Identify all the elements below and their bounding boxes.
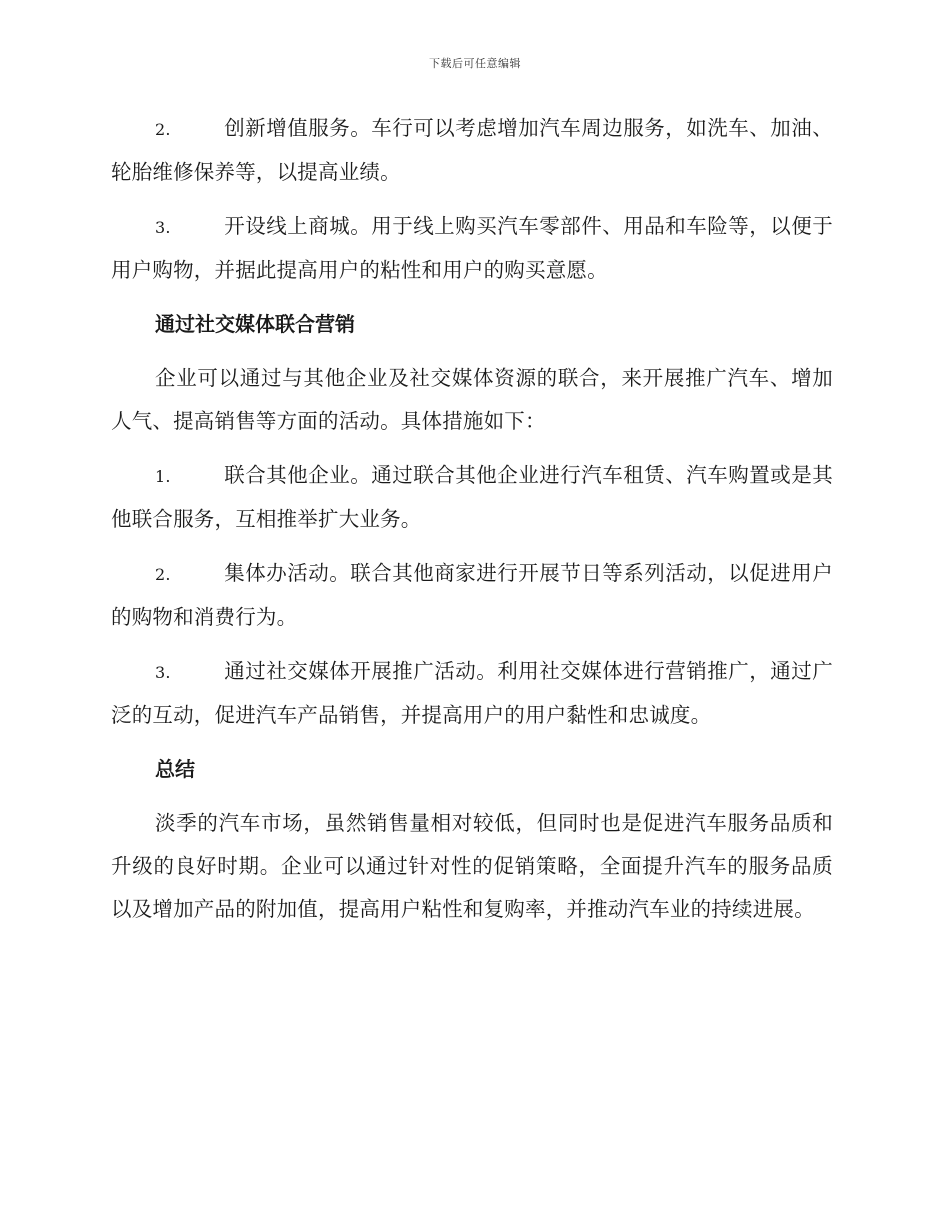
list-number: 2. [155, 120, 171, 139]
list-item [111, 454, 833, 541]
document-body [111, 107, 833, 942]
list-text: 集体办活动。联合其他商家进行开展节日等系列活动，以促进用户的购物和消费行为。 [111, 561, 833, 629]
section-heading-summary: 总结 [155, 757, 195, 781]
list-text: 联合其他企业。通过联合其他企业进行汽车租赁、汽车购置或是其他联合服务，互相推举扩大业务。 [111, 463, 833, 531]
list-text: 创新增值服务。车行可以考虑增加汽车周边服务，如洗车、加油、轮胎维修保养等，以提高业绩。 [111, 116, 833, 184]
list-item [111, 650, 833, 737]
summary-paragraph: 淡季的汽车市场，虽然销售量相对较低，但同时也是促进汽车服务品质和升级的良好时期。企业可以通过针对性的促销策略，全面提升汽车的服务品质以及增加产品的附加值，提高用户粘性和复购率，并推动汽车业的持续进展。 [111, 811, 833, 921]
list-number: 2. [155, 565, 171, 584]
section-heading-social-media: 通过社交媒体联合营销 [155, 312, 355, 336]
list-number: 1. [155, 467, 171, 486]
list-number: 3. [155, 663, 171, 682]
list-text: 开设线上商城。用于线上购买汽车零部件、用品和车险等，以便于用户购物，并据此提高用户的粘性和用户的购买意愿。 [111, 214, 833, 282]
header-note: 下载后可任意编辑 [429, 57, 521, 70]
list-number: 3. [155, 218, 171, 237]
list-item [111, 107, 833, 194]
list-item [111, 205, 833, 292]
list-item [111, 552, 833, 639]
list-text: 通过社交媒体开展推广活动。利用社交媒体进行营销推广，通过广泛的互动，促进汽车产品销售，并提高用户的用户黏性和忠诚度。 [111, 659, 833, 727]
intro-paragraph: 企业可以通过与其他企业及社交媒体资源的联合，来开展推广汽车、增加人气、提高销售等方面的活动。具体措施如下： [111, 366, 833, 433]
